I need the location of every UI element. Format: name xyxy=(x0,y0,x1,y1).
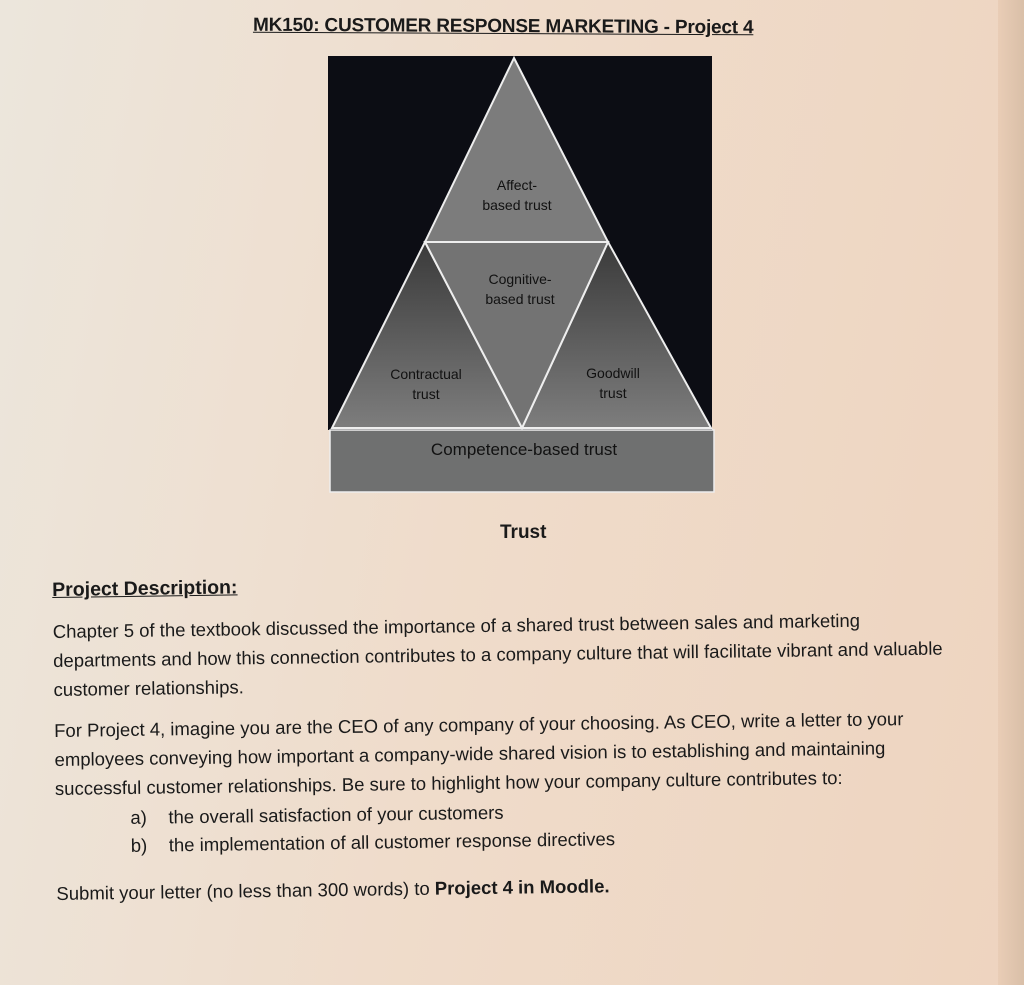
contractual-label-2: trust xyxy=(412,386,440,402)
contractual-label-1: Contractual xyxy=(390,366,462,382)
submit-instruction xyxy=(56,866,966,908)
affect-label-1: Affect- xyxy=(496,177,538,193)
requirements-list xyxy=(130,792,966,860)
project-description xyxy=(52,563,967,920)
paragraph-1: Chapter 5 of the textbook discussed the importance of a shared trust between sales and marketing departments and how this connection contributes to a company culture that will facilitate vibrant and valuable customer relationships. xyxy=(52,609,943,700)
diagram-caption: Trust xyxy=(500,522,547,543)
list-text: the implementation of all customer response directives xyxy=(168,828,616,856)
cognitive-label-1: Cognitive- xyxy=(488,271,552,287)
list-text: the overall satisfaction of your customers xyxy=(168,801,504,828)
document-title: MK150: CUSTOMER RESPONSE MARKETING - Project 4 xyxy=(252,14,754,39)
section-heading: Project Description: xyxy=(52,576,238,601)
goodwill-label-2: trust xyxy=(599,385,627,401)
list-marker: b) xyxy=(130,834,148,856)
page-edge xyxy=(998,0,1024,985)
competence-label: Competence-based trust xyxy=(430,440,618,459)
affect-label-2: based trust xyxy=(482,197,552,213)
paragraph-2: For Project 4, imagine you are the CEO of any company of your choosing. As CEO, write a letter to your employees conveying how important a company-wide shared vision is to establishing and maintaining successful customer relationships. Be sure to highlight how your company culture contributes to: xyxy=(54,708,904,799)
submit-text: Submit your letter (no less than 300 words) to xyxy=(56,877,435,904)
list-marker: a) xyxy=(130,806,147,828)
submit-target: Project 4 in Moodle. xyxy=(434,875,610,899)
goodwill-label-1: Goodwill xyxy=(586,365,640,381)
cognitive-label-2: based trust xyxy=(485,291,555,307)
trust-pyramid-diagram xyxy=(326,54,718,496)
